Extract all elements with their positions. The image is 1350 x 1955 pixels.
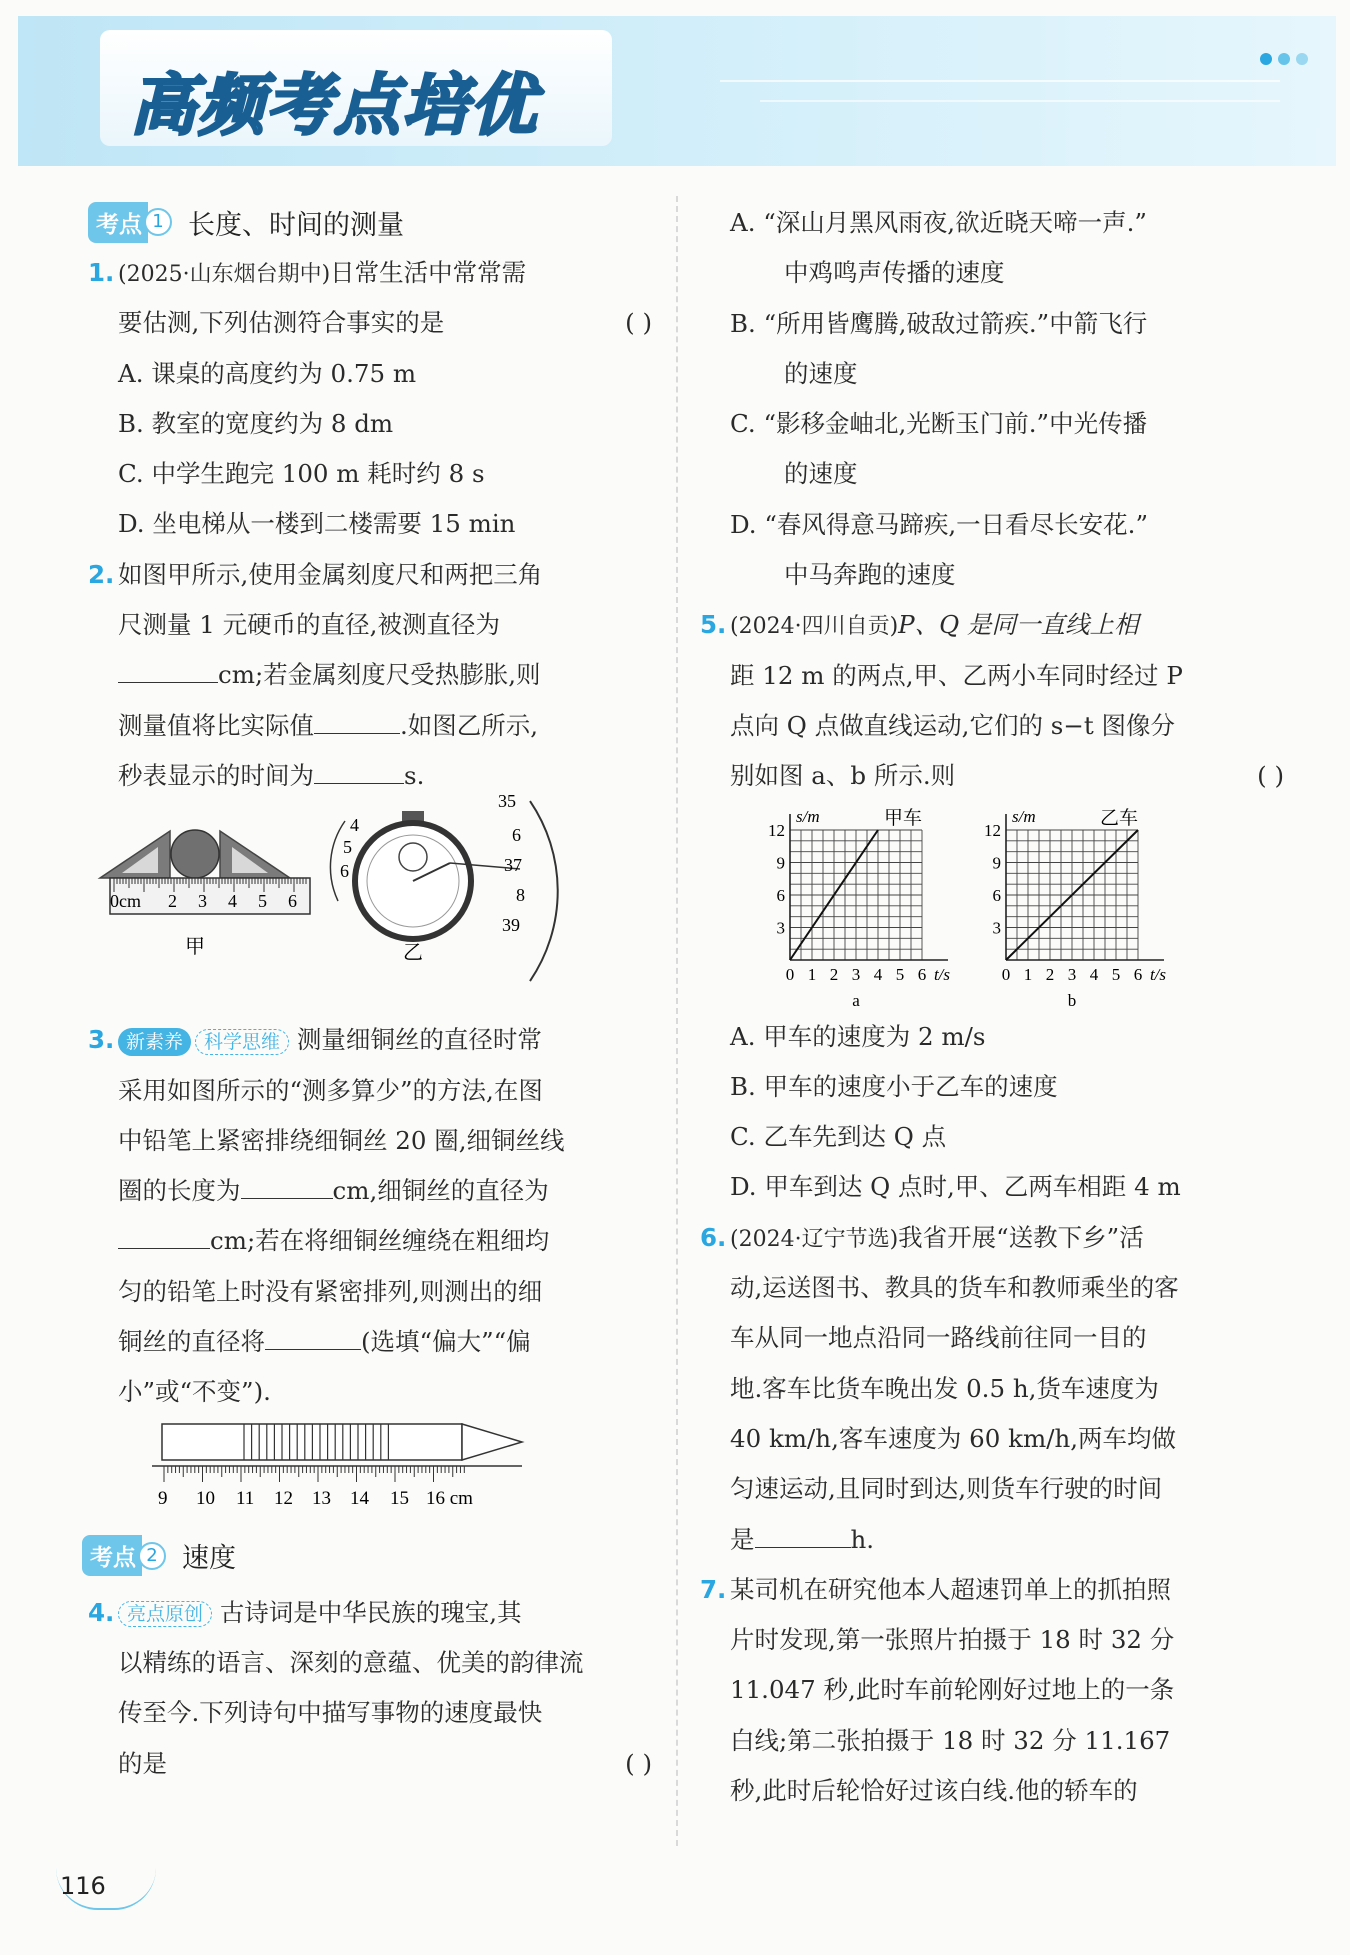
question-text: 片时发现,第一张照片拍摄于 18 时 32 分 xyxy=(730,1625,1175,1655)
question-text: h. xyxy=(850,1524,875,1554)
figure-jia-yi xyxy=(100,791,680,1011)
question-text: 小”或“不变”). xyxy=(118,1377,271,1407)
answer-blank[interactable] xyxy=(241,1172,333,1199)
option-c: C. 乙车先到达 Q 点 xyxy=(730,1122,947,1152)
ruler-label: 11 xyxy=(236,1487,255,1509)
dial-label: 39 xyxy=(502,915,520,936)
answer-blank[interactable] xyxy=(314,757,404,784)
question-6 xyxy=(700,1213,1290,1565)
question-text: 古诗词是中华民族的瑰宝,其 xyxy=(219,1597,522,1627)
option-d: D. 甲车到达 Q 点时,甲、乙两车相距 4 m xyxy=(730,1172,1181,1202)
option-b: B. 甲车的速度小于乙车的速度 xyxy=(730,1071,1058,1101)
x-tick-label: 4 xyxy=(873,964,883,984)
x-tick-label: 5 xyxy=(895,964,905,984)
question-text: 测量细铜丝的直径时常 xyxy=(296,1025,542,1055)
x-axis-label: t/s xyxy=(1149,964,1166,984)
section-title: 长度、时间的测量 xyxy=(188,209,404,241)
question-text: cm;若在将细铜丝缠绕在粗细均 xyxy=(210,1226,550,1256)
x-tick-label: 3 xyxy=(851,964,861,984)
y-tick-label: 6 xyxy=(992,885,1001,905)
option-b-cont: 的速度 xyxy=(784,358,858,388)
dial-label: 35 xyxy=(498,791,516,812)
ruler-label: 14 xyxy=(350,1487,369,1509)
question-text: 的是 xyxy=(118,1748,167,1778)
question-text: 铜丝的直径将 xyxy=(118,1327,265,1357)
st-charts xyxy=(730,802,1290,1012)
question-7 xyxy=(700,1565,1290,1816)
question-text: 如图甲所示,使用金属刻度尺和两把三角 xyxy=(118,559,543,589)
question-number: 1. xyxy=(88,258,115,287)
option-b: B. “所用皆鹰腾,破敌过箭疾.”中箭飞行 xyxy=(730,308,1148,338)
ruler-label: 4 xyxy=(228,891,237,912)
y-tick-label: 9 xyxy=(776,853,785,873)
option-c: C. “影移金岫北,光断玉门前.”中光传播 xyxy=(730,409,1148,439)
question-1 xyxy=(88,248,658,550)
ruler-label: 6 xyxy=(288,891,297,912)
answer-blank[interactable] xyxy=(265,1323,361,1350)
question-source: (2024·四川自贡) xyxy=(730,614,899,640)
dial-label: 6 xyxy=(512,825,521,846)
answer-blank[interactable] xyxy=(118,656,218,683)
chart-b xyxy=(984,807,1166,1010)
question-text: cm,细铜丝的直径为 xyxy=(332,1176,549,1206)
question-text: 是 xyxy=(730,1524,755,1554)
figure-label-jia: 甲 xyxy=(185,936,205,959)
y-tick-label: 3 xyxy=(776,918,785,938)
banner-decoration xyxy=(720,80,1280,82)
answer-paren: ( ) xyxy=(625,308,652,338)
x-tick-label: 1 xyxy=(1023,964,1033,984)
answer-blank[interactable] xyxy=(118,1222,210,1249)
dial-label: 8 xyxy=(516,885,525,906)
y-axis-label: s/m xyxy=(796,806,820,826)
dial-label: 6 xyxy=(340,861,349,882)
question-text: 采用如图所示的“测多算少”的方法,在图 xyxy=(118,1075,543,1105)
question-number: 6. xyxy=(700,1222,727,1252)
question-text: .如图乙所示, xyxy=(400,710,539,740)
question-text: 圈的长度为 xyxy=(118,1176,241,1206)
question-source: (2024·辽宁节选) xyxy=(730,1226,899,1252)
badge-original: 亮点原创 xyxy=(118,1601,212,1627)
question-text: 车从同一地点沿同一路线前往同一目的 xyxy=(730,1323,1147,1353)
chart-title: 甲车 xyxy=(883,807,922,829)
y-tick-label: 6 xyxy=(776,885,785,905)
question-number: 7. xyxy=(700,1574,727,1604)
question-text: 传至今.下列诗句中描写事物的速度最快 xyxy=(118,1698,543,1728)
question-number: 3. xyxy=(88,1025,115,1055)
option-b: B. 教室的宽度约为 8 dm xyxy=(118,408,394,438)
question-number: 4. xyxy=(88,1597,115,1627)
question-text: 别如图 a、b 所示.则 xyxy=(730,761,956,791)
answer-blank[interactable] xyxy=(314,707,400,734)
option-a-cont: 中鸡鸣声传播的速度 xyxy=(784,258,1005,288)
option-d: D. 坐电梯从一楼到二楼需要 15 min xyxy=(118,509,516,539)
question-text: 尺测量 1 元硬币的直径,被测直径为 xyxy=(118,610,500,640)
question-text: 日常生活中常常需 xyxy=(330,258,527,287)
dots-decoration xyxy=(1254,50,1308,69)
question-text: 40 km/h,客车速度为 60 km/h,两车均做 xyxy=(730,1423,1177,1453)
question-text: 动,运送图书、教具的货车和教师乘坐的客 xyxy=(730,1273,1179,1303)
option-c-cont: 的速度 xyxy=(784,459,858,489)
banner-decoration xyxy=(760,100,1280,102)
question-text: (选填“偏大”“偏 xyxy=(361,1327,531,1357)
question-number: 5. xyxy=(700,610,727,640)
figure-label-yi: 乙 xyxy=(403,942,423,965)
option-a: A. “深山月黑风雨夜,欲近晓天啼一声.” xyxy=(730,208,1147,237)
question-text: 秒表显示的时间为 xyxy=(118,760,314,790)
ruler-label: 3 xyxy=(198,891,207,912)
section-number: 1 xyxy=(144,208,172,236)
option-d-cont: 中马奔跑的速度 xyxy=(784,560,956,590)
x-tick-label: 1 xyxy=(807,964,817,984)
question-3 xyxy=(88,1015,658,1417)
badge-new-literacy: 新素养 xyxy=(118,1028,191,1056)
stopwatch-figure xyxy=(330,791,557,981)
question-text: 11.047 秒,此时车前轮刚好过地上的一条 xyxy=(730,1675,1175,1705)
question-text: 我省开展“送教下乡”活 xyxy=(898,1222,1144,1252)
ruler-label: 15 xyxy=(390,1487,409,1509)
question-text: 以精练的语言、深刻的意蕴、优美的韵律流 xyxy=(118,1647,584,1677)
x-tick-label: 2 xyxy=(1045,964,1055,984)
x-tick-label: 3 xyxy=(1067,964,1077,984)
ruler-label: 13 xyxy=(312,1487,331,1509)
y-tick-label: 12 xyxy=(984,820,1001,840)
question-text: 距 12 m 的两点,甲、乙两小车同时经过 P xyxy=(730,660,1183,690)
question-text: 要估测,下列估测符合事实的是 xyxy=(118,308,445,338)
section-tag: 考点 xyxy=(88,202,148,243)
chart-a xyxy=(768,807,950,1010)
y-tick-label: 12 xyxy=(768,820,785,840)
answer-paren: ( ) xyxy=(625,1748,652,1778)
chart-title: 乙车 xyxy=(1099,807,1138,829)
question-text: 秒,此时后轮恰好过该白线.他的轿车的 xyxy=(730,1776,1138,1806)
x-axis-label: t/s xyxy=(933,964,950,984)
option-a: A. 课桌的高度约为 0.75 m xyxy=(118,358,417,388)
question-4 xyxy=(88,1588,658,1789)
question-text: 某司机在研究他本人超速罚单上的抓拍照 xyxy=(730,1574,1171,1604)
ruler-label: 5 xyxy=(258,891,267,912)
question-text: 中铅笔上紧密排绕细铜丝 20 圈,细铜丝线 xyxy=(118,1125,565,1155)
section-header-2 xyxy=(82,1532,658,1580)
ruler-label: 10 xyxy=(196,1487,215,1509)
chart-caption: b xyxy=(1067,990,1077,1010)
section-number: 2 xyxy=(138,1542,166,1570)
x-tick-label: 6 xyxy=(917,964,927,984)
y-tick-label: 3 xyxy=(992,918,1001,938)
dial-label: 37 xyxy=(504,855,522,876)
x-tick-label: 4 xyxy=(1089,964,1099,984)
page-title: 高频考点培优 xyxy=(130,67,538,144)
section-title: 速度 xyxy=(182,1543,236,1575)
dial-label: 4 xyxy=(350,815,359,836)
y-tick-label: 9 xyxy=(992,853,1001,873)
x-tick-label: 5 xyxy=(1111,964,1121,984)
ruler-label: 9 xyxy=(158,1487,168,1509)
ruler-label: 12 xyxy=(274,1487,293,1509)
question-2 xyxy=(88,550,658,801)
section-header-1 xyxy=(88,198,658,246)
question-text: 点向 Q 点做直线运动,它们的 s−t 图像分 xyxy=(730,710,1175,740)
answer-paren: ( ) xyxy=(1257,761,1284,791)
question-text: 白线;第二张拍摄于 18 时 32 分 11.167 xyxy=(730,1725,1171,1755)
option-a: A. 甲车的速度为 2 m/s xyxy=(730,1021,986,1051)
question-5-options xyxy=(730,1012,1290,1213)
coin-ruler-figure xyxy=(100,830,310,958)
option-c: C. 中学生跑完 100 m 耗时约 8 s xyxy=(118,459,485,489)
question-text: 测量值将比实际值 xyxy=(118,710,314,740)
left-column xyxy=(88,198,658,1789)
question-text: 地.客车比货车晚出发 0.5 h,货车速度为 xyxy=(730,1373,1159,1403)
question-text: P、Q 是同一直线上相 xyxy=(898,610,1139,640)
x-tick-label: 0 xyxy=(785,964,795,984)
x-tick-label: 6 xyxy=(1133,964,1143,984)
ruler-label: 0cm xyxy=(110,891,141,912)
question-number: 2. xyxy=(88,559,115,589)
y-axis-label: s/m xyxy=(1012,806,1036,826)
x-tick-label: 2 xyxy=(829,964,839,984)
chart-caption: a xyxy=(852,990,860,1010)
option-d: D. “春风得意马蹄疾,一日看尽长安花.” xyxy=(730,509,1148,539)
question-text: cm;若金属刻度尺受热膨胀,则 xyxy=(218,660,541,690)
question-4-options xyxy=(730,198,1290,600)
question-5 xyxy=(700,600,1290,801)
question-text: 匀速运动,且同时到达,则货车行驶的时间 xyxy=(730,1474,1163,1504)
question-text: 匀的铅笔上时没有紧密排列,则测出的细 xyxy=(118,1276,543,1306)
badge-scientific-thinking: 科学思维 xyxy=(195,1029,289,1055)
question-source: (2025·山东烟台期中) xyxy=(118,262,331,287)
wire-pencil-figure xyxy=(152,1418,552,1518)
x-tick-label: 0 xyxy=(1001,964,1011,984)
question-text: s. xyxy=(404,760,425,790)
section-tag: 考点 xyxy=(82,1535,142,1576)
page-number: 116 xyxy=(60,1872,106,1900)
ruler-label: 16 cm xyxy=(426,1487,473,1509)
dial-label: 5 xyxy=(343,837,352,858)
column-divider xyxy=(676,196,678,1846)
answer-blank[interactable] xyxy=(755,1521,851,1548)
right-column xyxy=(700,198,1290,1816)
ruler-label: 2 xyxy=(168,891,177,912)
